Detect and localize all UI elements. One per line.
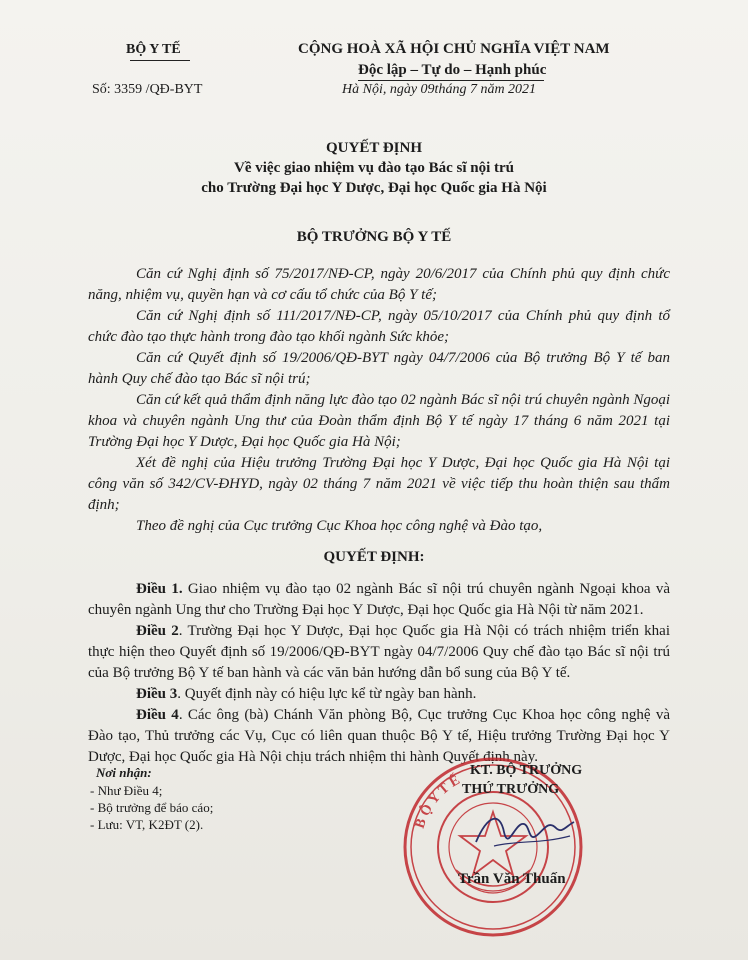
national-motto: Độc lập – Tự do – Hạnh phúc xyxy=(358,62,547,78)
signature-title-2: THỨ TRƯỞNG xyxy=(462,782,560,797)
basis-6: Theo đề nghị của Cục trưởng Cục Khoa học công nghệ và Đào tạo, xyxy=(136,518,543,534)
basis-1: Căn cứ Nghị định số 75/2017/NĐ-CP, ngày 20/6/2017 của Chính phủ quy định chức năng, nhiệm vụ, quyền hạn và cơ cấu tổ chức của Bộ Y tế; xyxy=(88,266,670,303)
decision-subject-line-2: cho Trường Đại học Y Dược, Đại học Quốc gia Hà Nội xyxy=(201,180,547,196)
issue-date: Hà Nội, ngày 09tháng 7 năm 2021 xyxy=(342,82,537,97)
article-1 xyxy=(88,579,670,621)
basis-3: Căn cứ Quyết định số 19/2006/QĐ-BYT ngày 04/7/2006 của Bộ trưởng Bộ Y tế ban hành Quy chế đào tạo Bác sĩ nội trú; xyxy=(88,350,670,387)
decision-subject-line-1: Về việc giao nhiệm vụ đào tạo Bác sĩ nội trú xyxy=(234,160,514,176)
signatory-name: Trần Văn Thuấn xyxy=(458,871,566,887)
article-4-text: . Các ông (bà) Chánh Văn phòng Bộ, Cục trưởng Cục Khoa học công nghệ và Đào tạo, Thủ trưởng các Vụ, Cục có liên quan thuộc Bộ Y tế, Hiệu trưởng Trường Đại học Y Dược, Đại học Quốc gia Hà Nội chịu trách nhiệm thi hành Quyết định này. xyxy=(88,707,670,765)
ministry-name: BỘ Y TẾ xyxy=(126,42,181,57)
ministry-underline xyxy=(130,60,190,61)
article-3-text: . Quyết định này có hiệu lực kể từ ngày ban hành. xyxy=(177,686,477,702)
article-3 xyxy=(88,684,670,705)
seal-text: B Ộ Y T Ế xyxy=(412,772,463,831)
decision-heading: QUYẾT ĐỊNH: xyxy=(323,549,425,565)
basis-2: Căn cứ Nghị định số 111/2017/NĐ-CP, ngày 05/10/2017 của Chính phủ quy định tổ chức đào tạo thực hành trong đào tạo khối ngành Sức khỏe; xyxy=(88,308,670,345)
article-3-label: Điều 3 xyxy=(136,686,178,702)
recipient-item-3: - Lưu: VT, K2ĐT (2). xyxy=(90,817,204,832)
basis-4: Căn cứ kết quả thẩm định năng lực đào tạo 02 ngành Bác sĩ nội trú chuyên ngành Ngoại khoa và chuyên ngành Ung thư của Đoàn thẩm định Bộ Y tế ngày 17 tháng 6 năm 2021 tại Trường Đại học Y Dược, Đại học Quốc gia Hà Nội; xyxy=(88,392,670,450)
decision-title: QUYẾT ĐỊNH xyxy=(326,140,422,156)
basis-5: Xét đề nghị của Hiệu trưởng Trường Đại học Y Dược, Đại học Quốc gia Hà Nội tại công văn số 342/CV-ĐHYD, ngày 02 tháng 7 năm 2021 về việc tiếp thu hoàn thiện sau thẩm định; xyxy=(88,455,670,513)
signature-title-1: KT. BỘ TRƯỞNG xyxy=(470,763,583,778)
article-4-label: Điều 4 xyxy=(136,707,179,723)
article-2-label: Điều 2 xyxy=(136,623,179,639)
recipient-item-1: - Như Điều 4; xyxy=(90,783,163,798)
article-2-text: . Trường Đại học Y Dược, Đại học Quốc gia Hà Nội có trách nhiệm triển khai thực hiện theo Quyết định số 19/2006/QĐ-BYT ngày 04/7/2006 Quy chế đào tạo Bác sĩ nội trú của Bộ trưởng Bộ Y tế ban hành và các văn bản hướng dẫn bổ sung của Bộ Y tế. xyxy=(88,623,670,681)
article-1-text: Giao nhiệm vụ đào tạo 02 ngành Bác sĩ nội trú chuyên ngành Ngoại khoa và chuyên ngành Ung thư cho Trường Đại học Y Dược, Đại học Quốc gia Hà Nội từ năm 2021. xyxy=(88,581,671,618)
handwritten-signature-icon xyxy=(470,806,580,858)
article-1-label: Điều 1. xyxy=(136,581,183,597)
motto-underline xyxy=(358,80,544,81)
nation-name: CỘNG HOÀ XÃ HỘI CHỦ NGHĨA VIỆT NAM xyxy=(298,41,610,57)
issuing-authority: BỘ TRƯỞNG BỘ Y TẾ xyxy=(296,229,452,245)
recipient-item-2: - Bộ trưởng để báo cáo; xyxy=(90,800,214,815)
recipients-heading: Nơi nhận: xyxy=(96,765,152,780)
document-number: Số: 3359 /QĐ-BYT xyxy=(92,82,203,97)
article-2 xyxy=(88,621,670,684)
